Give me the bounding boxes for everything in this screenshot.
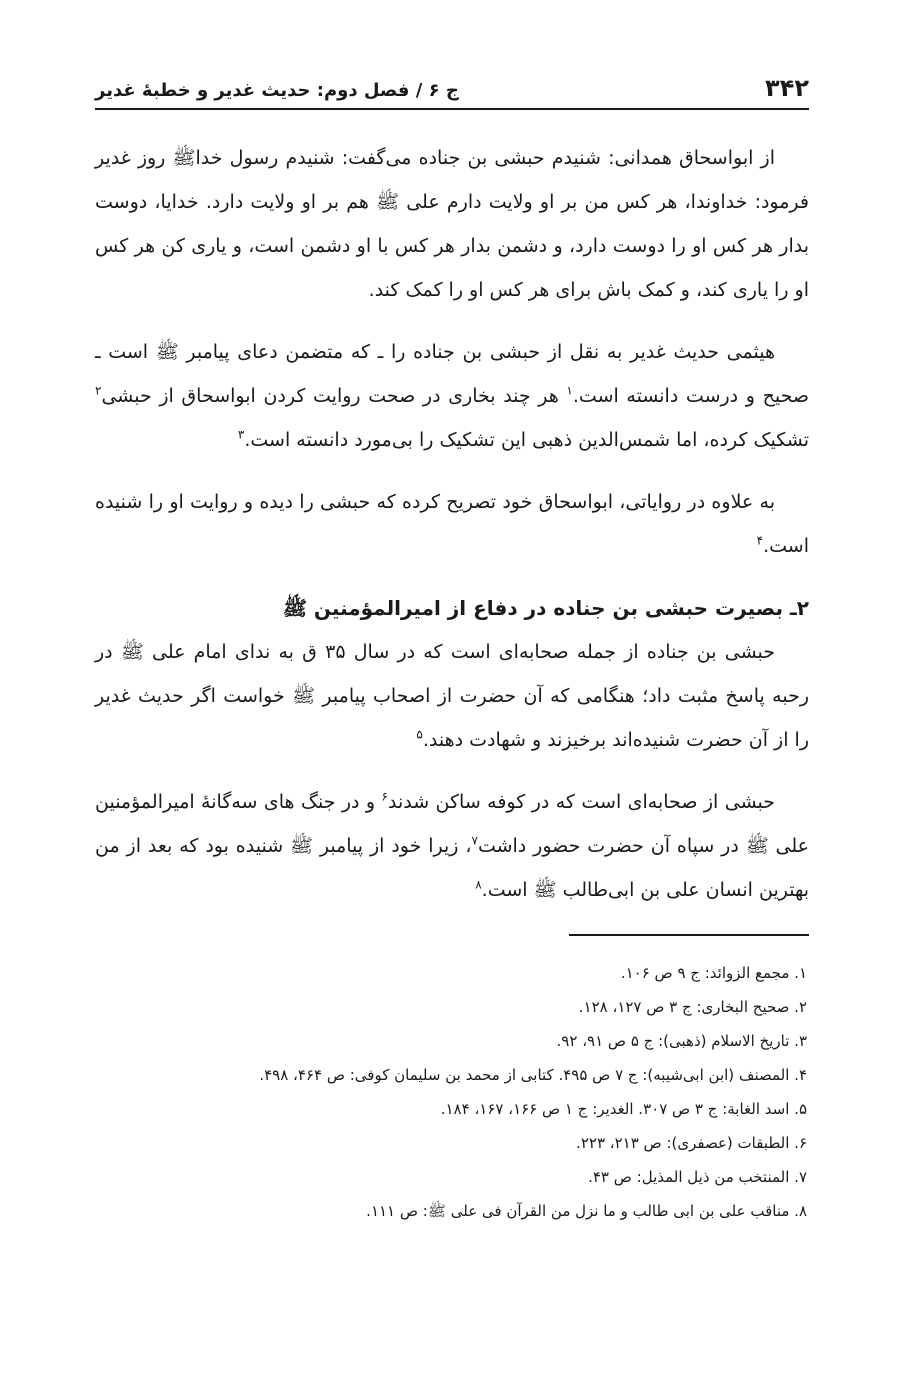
paragraph-text: و در جنگ های سه‌گانهٔ امیرالمؤمنین علی ﷺ در سپاه آن حضرت حضور داشت (95, 791, 810, 857)
footnotes (95, 956, 809, 1228)
footnote-item: ۸. مناقب علی بن ابی طالب و ما نزل من القرآن فی علی ﷺ: ص ۱۱۱. (366, 1202, 807, 1220)
footnote-item: ۷. المنتخب من ذیل المذیل: ص ۴۳. (588, 1168, 807, 1186)
paragraph-text: از ابواسحاق همدانی: شنیدم حبشی بن جناده می‌گفت: شنیدم رسول خداﷺ روز غدیر فرمود: خداوندا، هر کس من بر او ولایت دارم علی ﷺ هم بر او ولایت دارد. خدایا، دوست بدار هر کس او را دوست دارد، و دشمن بدار هر کس با او دشمن است، و یاری کن هر کس او را یاری کند، و کمک باش برای هر کس او را کمک کند. (95, 147, 809, 301)
paragraph-text: به علاوه در روایاتی، ابواسحاق خود تصریح کرده که حبشی را دیده و روایت او را شنیده است. (95, 491, 809, 557)
paragraph-authentication (95, 330, 809, 462)
footnote-item: ۳. تاریخ الاسلام (ذهبی): ج ۵ ص ۹۱، ۹۲. (556, 1032, 807, 1050)
page (95, 60, 809, 1228)
body-text (95, 136, 809, 912)
paragraph-text: تشکیک کرده، اما شمس‌الدین ذهبی این تشکیک را بی‌مورد دانسته است. (244, 429, 809, 451)
paragraph-rahba (95, 630, 809, 762)
footnote-ref[interactable]: ۶ (381, 789, 388, 804)
footnote-item: ۵. اسد الغابة: ج ۳ ص ۳۰۷. الغدیر: ج ۱ ص ۱۶۶، ۱۶۷، ۱۸۴. (440, 1100, 807, 1118)
paragraph-kufa (95, 780, 809, 912)
footnote-ref[interactable]: ۳ (237, 427, 245, 442)
running-header (95, 60, 809, 110)
paragraph-hadith (95, 136, 809, 312)
footnote-divider (569, 934, 809, 936)
footnote-item: ۶. الطبقات (عصفری): ص ۲۱۳، ۲۲۳. (576, 1134, 807, 1152)
paragraph-additional (95, 480, 809, 568)
footnote-item: ۴. المصنف (ابن ابی‌شیبه): ج ۷ ص ۴۹۵. کتابی از محمد بن سلیمان کوفی: ص ۴۶۴، ۴۹۸. (259, 1066, 807, 1084)
running-title: ج ۶ / فصل دوم: حدیث غدیر و خطبهٔ غدیر (95, 80, 459, 101)
footnote-item: ۲. صحیح البخاری: ج ۳ ص ۱۲۷، ۱۲۸. (578, 998, 807, 1016)
page-number: ۳۴۲ (765, 74, 809, 102)
paragraph-text: هیثمی حدیث غدیر به نقل از حبشی بن جناده را ـ که متضمن دعای پیامبر ﷺ است ـ صحیح و درست دانسته است. (95, 341, 809, 407)
footnote-ref[interactable]: ۵ (416, 727, 423, 742)
footnote-ref[interactable]: ۸ (475, 877, 482, 892)
paragraph-text: حبشی از صحابه‌ای است که در کوفه ساکن شدند (387, 791, 775, 813)
footnote-ref[interactable]: ۲ (95, 383, 102, 398)
section-heading: ۲ـ بصیرت حبشی بن جناده در دفاع از امیرالمؤمنین ﷺ (282, 596, 809, 620)
footnote-ref[interactable]: ۱ (566, 383, 573, 398)
footnote-ref[interactable]: ۴ (756, 533, 764, 548)
paragraph-text: هر چند بخاری در صحت روایت کردن ابواسحاق از حبشی (101, 385, 559, 407)
paragraph-text: ، زیرا خود از پیامبر ﷺ شنیده بود که بعد از من بهترین انسان علی بن ابی‌طالب ﷺ است. (95, 835, 809, 901)
footnote-ref[interactable]: ۷ (471, 833, 478, 848)
paragraph-text: حبشی بن جناده از جمله صحابه‌ای است که در سال ۳۵ ق به ندای امام علی ﷺ در رحبه پاسخ مثبت داد؛ هنگامی که آن حضرت از اصحاب پیامبر ﷺ خواست اگر حدیث غدیر را از آن حضرت شنیده‌اند برخیزند و شهادت دهند. (95, 641, 809, 751)
footnote-item: ۱. مجمع الزوائد: ج ۹ ص ۱۰۶. (620, 964, 807, 982)
